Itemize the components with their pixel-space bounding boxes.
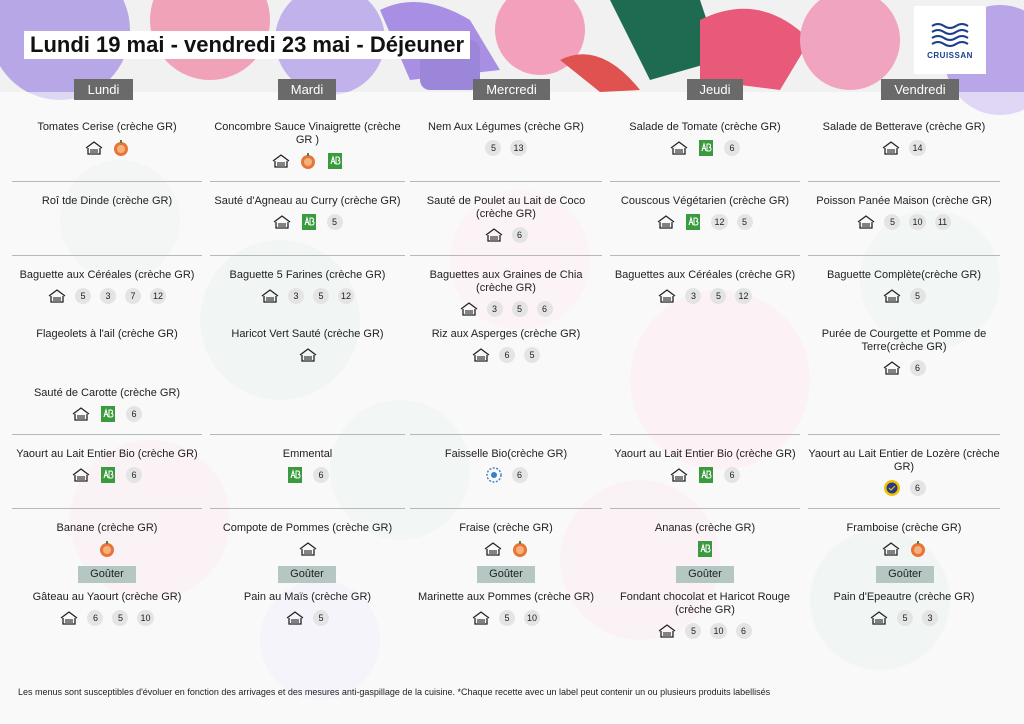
allergen-badge: 5 [910, 288, 926, 304]
house-icon [670, 466, 688, 484]
row-divider [610, 255, 800, 256]
house-icon [60, 609, 78, 627]
house-icon [883, 359, 901, 377]
allergen-badge: 5 [512, 301, 528, 317]
house-icon [299, 540, 317, 558]
dish-name: Tomates Cerise (crèche GR) [37, 121, 177, 133]
day-header-mardi: Mardi [278, 79, 336, 100]
gouter-label: Goûter [78, 566, 136, 583]
allergen-badge: 5 [499, 610, 515, 626]
menu-item [808, 448, 1000, 497]
organic-ab-icon [99, 405, 117, 423]
dish-name: Yaourt au Lait Entier Bio (crèche GR) [16, 448, 198, 460]
dish-name: Riz aux Asperges (crèche GR) [431, 328, 581, 340]
menu-item [210, 448, 405, 484]
house-icon [870, 609, 888, 627]
menu-item [210, 269, 405, 305]
day-header-jeudi: Jeudi [687, 79, 743, 100]
dish-labels [410, 609, 602, 627]
organic-ab-icon [684, 213, 702, 231]
dish-labels [210, 609, 405, 627]
menu-item [210, 591, 405, 627]
row-divider [610, 508, 800, 509]
dish-name: Fraise (crèche GR) [459, 522, 553, 534]
label-blue-icon [485, 466, 503, 484]
house-icon [299, 346, 317, 364]
organic-ab-icon [697, 466, 715, 484]
menu-item [12, 269, 202, 305]
dish-labels [410, 346, 602, 364]
dish-name: Sauté de Poulet au Lait de Coco (crèche GR) [426, 195, 586, 220]
house-icon [472, 609, 490, 627]
menu-item [808, 328, 1000, 377]
allergen-badge: 6 [736, 623, 752, 639]
house-icon [286, 609, 304, 627]
menu-item [12, 591, 202, 627]
logo-text: CRUISSAN [927, 50, 973, 60]
menu-item [808, 522, 1000, 558]
row-divider [410, 508, 602, 509]
dish-labels [210, 287, 405, 305]
allergen-badge: 5 [897, 610, 913, 626]
house-icon [472, 346, 490, 364]
gouter-label: Goûter [676, 566, 734, 583]
local-product-icon [909, 540, 927, 558]
menu-item [12, 448, 202, 484]
allergen-badge: 6 [537, 301, 553, 317]
allergen-badge: 6 [499, 347, 515, 363]
cruissan-logo [914, 6, 986, 74]
dish-labels [210, 466, 405, 484]
menu-item [410, 591, 602, 627]
row-divider [12, 434, 202, 435]
dish-labels [808, 359, 1000, 377]
allergen-badge: 3 [685, 288, 701, 304]
dish-name: Salade de Betterave (crèche GR) [822, 121, 986, 133]
row-divider [808, 181, 1000, 182]
gouter-label: Goûter [876, 566, 934, 583]
dish-labels [808, 479, 1000, 497]
menu-item [210, 195, 405, 231]
house-icon [882, 139, 900, 157]
row-divider [12, 508, 202, 509]
dish-labels [808, 287, 1000, 305]
dish-labels [410, 139, 602, 157]
house-icon [273, 213, 291, 231]
allergen-badge: 6 [910, 480, 926, 496]
allergen-badge: 6 [126, 406, 142, 422]
row-divider [610, 181, 800, 182]
dish-name: Fondant chocolat et Haricot Rouge (crèche GR) [620, 591, 790, 616]
dish-name: Yaourt au Lait Entier Bio (crèche GR) [614, 448, 796, 460]
dish-name: Ananas (crèche GR) [654, 522, 756, 534]
row-divider [610, 434, 800, 435]
menu-item [808, 269, 1000, 305]
allergen-badge: 12 [150, 288, 166, 304]
house-icon [658, 622, 676, 640]
dish-labels [410, 226, 602, 244]
allergen-badge: 5 [710, 288, 726, 304]
dish-name: Pain d'Epeautre (crèche GR) [833, 591, 975, 603]
row-divider [808, 508, 1000, 509]
allergen-badge: 5 [524, 347, 540, 363]
organic-ab-icon [326, 152, 344, 170]
dish-labels [410, 300, 602, 318]
house-icon [670, 139, 688, 157]
house-icon [48, 287, 66, 305]
dish-labels [12, 609, 202, 627]
menu-item [410, 448, 602, 484]
house-icon [72, 405, 90, 423]
allergen-badge: 5 [75, 288, 91, 304]
dish-name: Marinette aux Pommes (crèche GR) [417, 591, 595, 603]
dish-labels [12, 405, 202, 423]
dish-labels [410, 540, 602, 558]
allergen-badge: 5 [313, 288, 329, 304]
organic-ab-icon [697, 139, 715, 157]
organic-ab-icon [696, 540, 714, 558]
menu-item [410, 121, 602, 157]
menu-item [808, 121, 1000, 157]
house-icon [261, 287, 279, 305]
allergen-badge: 3 [922, 610, 938, 626]
allergen-badge: 14 [909, 140, 925, 156]
menu-item [410, 328, 602, 364]
organic-ab-icon [286, 466, 304, 484]
allergen-badge: 12 [338, 288, 354, 304]
house-icon [272, 152, 290, 170]
dish-name: Haricot Vert Sauté (crèche GR) [231, 328, 384, 340]
allergen-badge: 5 [112, 610, 128, 626]
allergen-badge: 5 [313, 610, 329, 626]
allergen-badge: 12 [735, 288, 751, 304]
dish-name: Baguettes aux Graines de Chia (crèche GR) [429, 269, 583, 294]
gouter-label: Goûter [278, 566, 336, 583]
dish-name: Faisselle Bio(crèche GR) [444, 448, 568, 460]
dish-labels [210, 540, 405, 558]
menu-item [410, 269, 602, 318]
menu-item [610, 591, 800, 640]
dish-labels [808, 139, 1000, 157]
allergen-badge: 6 [724, 467, 740, 483]
menu-item [610, 195, 800, 231]
row-divider [410, 434, 602, 435]
organic-ab-icon [300, 213, 318, 231]
dish-labels [210, 346, 405, 364]
allergen-badge: 5 [737, 214, 753, 230]
house-icon [658, 287, 676, 305]
allergen-badge: 11 [935, 214, 951, 230]
house-icon [882, 540, 900, 558]
allergen-badge: 3 [487, 301, 503, 317]
dish-name: Gâteau au Yaourt (crèche GR) [32, 591, 182, 603]
dish-labels [808, 609, 1000, 627]
dish-labels [210, 213, 405, 231]
local-product-icon [112, 139, 130, 157]
menu-item [12, 522, 202, 558]
menu-item [12, 195, 202, 208]
dish-name: Sauté d'Agneau au Curry (crèche GR) [214, 195, 401, 207]
house-icon [485, 226, 503, 244]
dish-name: Baguette 5 Farines (crèche GR) [229, 269, 386, 281]
dish-name: Yaourt au Lait Entier de Lozère (crèche GR) [808, 448, 1000, 473]
allergen-badge: 6 [126, 467, 142, 483]
row-divider [410, 181, 602, 182]
dish-labels [12, 466, 202, 484]
menu-item [210, 522, 405, 558]
dish-labels [610, 287, 800, 305]
row-divider [808, 255, 1000, 256]
allergen-badge: 3 [288, 288, 304, 304]
allergen-badge: 10 [524, 610, 540, 626]
menu-item [12, 328, 202, 341]
dish-name: Emmental [282, 448, 333, 460]
dish-labels [808, 213, 1000, 231]
house-icon [85, 139, 103, 157]
row-divider [210, 508, 405, 509]
allergen-badge: 10 [710, 623, 726, 639]
house-icon [460, 300, 478, 318]
dish-labels [410, 466, 602, 484]
dish-labels [610, 466, 800, 484]
dish-name: Couscous Végétarien (crèche GR) [620, 195, 790, 207]
allergen-badge: 5 [327, 214, 343, 230]
organic-ab-icon [99, 466, 117, 484]
dish-labels [808, 540, 1000, 558]
allergen-badge: 5 [685, 623, 701, 639]
row-divider [410, 255, 602, 256]
row-divider [12, 255, 202, 256]
allergen-badge: 5 [884, 214, 900, 230]
footer-note: Les menus sont susceptibles d'évoluer en fonction des arrivages et des mesures anti-gaspillage de la cuisine. *Chaque recette avec un label peut contenir un ou plusieurs produits labellisés [18, 687, 771, 697]
menu-item [12, 121, 202, 157]
menu-item [210, 121, 405, 170]
menu-item [12, 387, 202, 423]
day-header-mercredi: Mercredi [473, 79, 550, 100]
menu-item [808, 591, 1000, 627]
house-icon [72, 466, 90, 484]
house-icon [857, 213, 875, 231]
allergen-badge: 6 [512, 227, 528, 243]
menu-item [610, 448, 800, 484]
dish-name: Baguette Complète(crèche GR) [826, 269, 982, 281]
dish-name: Framboise (crèche GR) [846, 522, 962, 534]
dish-name: Salade de Tomate (crèche GR) [629, 121, 781, 133]
allergen-badge: 5 [485, 140, 501, 156]
dish-name: Purée de Courgette et Pomme de Terre(crèche GR) [821, 328, 987, 353]
day-header-vendredi: Vendredi [881, 79, 959, 100]
menu-item [808, 195, 1000, 231]
allergen-badge: 7 [125, 288, 141, 304]
dish-labels [12, 287, 202, 305]
gouter-label: Goûter [477, 566, 535, 583]
allergen-badge: 10 [909, 214, 925, 230]
allergen-badge: 6 [910, 360, 926, 376]
logo-waves-icon [930, 21, 970, 49]
row-divider [210, 434, 405, 435]
dish-name: Sauté de Carotte (crèche GR) [33, 387, 181, 399]
dish-labels [610, 622, 800, 640]
menu-item [610, 269, 800, 305]
house-icon [484, 540, 502, 558]
allergen-badge: 10 [137, 610, 153, 626]
dish-name: Compote de Pommes (crèche GR) [222, 522, 393, 534]
row-divider [808, 434, 1000, 435]
allergen-badge: 6 [512, 467, 528, 483]
dish-name: Baguette aux Céréales (crèche GR) [19, 269, 195, 281]
dish-name: Banane (crèche GR) [56, 522, 158, 534]
allergen-badge: 6 [724, 140, 740, 156]
menu-item [210, 328, 405, 364]
menu-item [410, 522, 602, 558]
menu-item [610, 522, 800, 558]
dish-labels [610, 540, 800, 558]
dish-labels [610, 213, 800, 231]
dish-name: Concombre Sauce Vinaigrette (crèche GR ) [214, 121, 401, 146]
allergen-badge: 6 [313, 467, 329, 483]
allergen-badge: 13 [510, 140, 526, 156]
allergen-badge: 12 [711, 214, 727, 230]
dish-labels [12, 540, 202, 558]
day-header-lundi: Lundi [74, 79, 133, 100]
menu-item [610, 121, 800, 157]
dish-name: Roî tde Dinde (crèche GR) [41, 195, 173, 207]
row-divider [12, 181, 202, 182]
dish-labels [12, 139, 202, 157]
dish-name: Pain au Maïs (crèche GR) [243, 591, 372, 603]
dish-labels [210, 152, 405, 170]
allergen-badge: 6 [87, 610, 103, 626]
dish-labels [610, 139, 800, 157]
row-divider [210, 181, 405, 182]
page-title: Lundi 19 mai - vendredi 23 mai - Déjeuner [24, 31, 470, 59]
local-product-icon [511, 540, 529, 558]
house-icon [883, 287, 901, 305]
allergen-badge: 3 [100, 288, 116, 304]
row-divider [210, 255, 405, 256]
dish-name: Flageolets à l'ail (crèche GR) [36, 328, 178, 340]
menu-item [410, 195, 602, 244]
local-product-icon [98, 540, 116, 558]
igp-label-icon [883, 479, 901, 497]
local-product-icon [299, 152, 317, 170]
house-icon [657, 213, 675, 231]
dish-name: Nem Aux Légumes (crèche GR) [428, 121, 584, 133]
dish-name: Poisson Panée Maison (crèche GR) [816, 195, 992, 207]
dish-name: Baguettes aux Céréales (crèche GR) [614, 269, 796, 281]
